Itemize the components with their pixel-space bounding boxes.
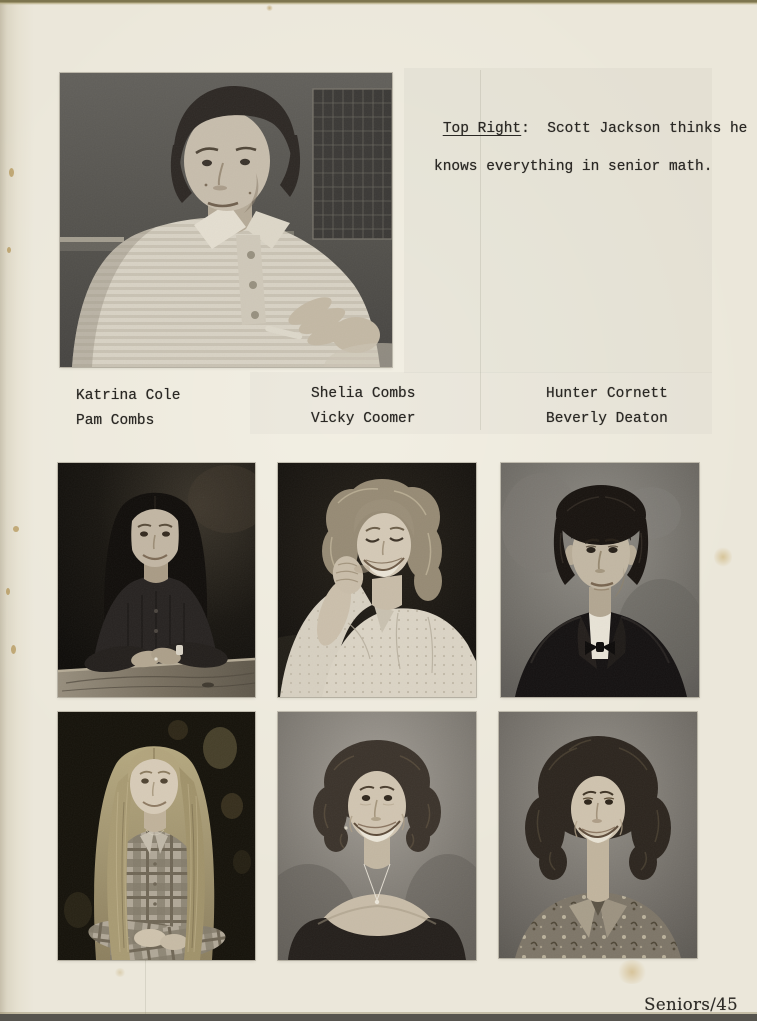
- caption-lead: Top Right: [442, 121, 522, 137]
- name-katrina-cole: Katrina Cole: [76, 388, 181, 404]
- paper-stain: [266, 5, 273, 11]
- binding-speck: [11, 645, 16, 654]
- portrait-katrina-cole: [58, 463, 255, 697]
- binding-speck: [9, 168, 14, 177]
- name-hunter-cornett: Hunter Cornett: [546, 386, 668, 402]
- name-beverly-deaton: Beverly Deaton: [546, 411, 668, 427]
- binding-speck: [7, 247, 11, 253]
- binding-speck: [6, 588, 10, 595]
- photo-scott-jackson: [60, 73, 392, 367]
- name-vicky-coomer: Vicky Coomer: [311, 411, 416, 427]
- photo-caption: [408, 101, 747, 215]
- portrait-beverly-deaton: [499, 712, 697, 958]
- paper-stain: [114, 968, 126, 977]
- name-shelia-combs: Shelia Combs: [311, 386, 416, 402]
- page-bottom-edge: [0, 1014, 757, 1021]
- binding-speck: [13, 526, 19, 532]
- portrait-pam-combs: [58, 712, 255, 960]
- caption-line1: : Scott Jackson thinks he: [521, 121, 748, 137]
- paper-stain: [616, 960, 648, 984]
- portrait-shelia-combs: [278, 463, 476, 697]
- portrait-vicky-coomer: [278, 712, 476, 960]
- caption-line2: knows everything in senior math.: [434, 159, 713, 175]
- name-pam-combs: Pam Combs: [76, 413, 155, 429]
- paper-stain: [714, 546, 732, 568]
- portrait-hunter-cornett: [501, 463, 699, 697]
- page-top-edge: [0, 0, 757, 5]
- page-number: Seniors/45: [644, 995, 738, 1014]
